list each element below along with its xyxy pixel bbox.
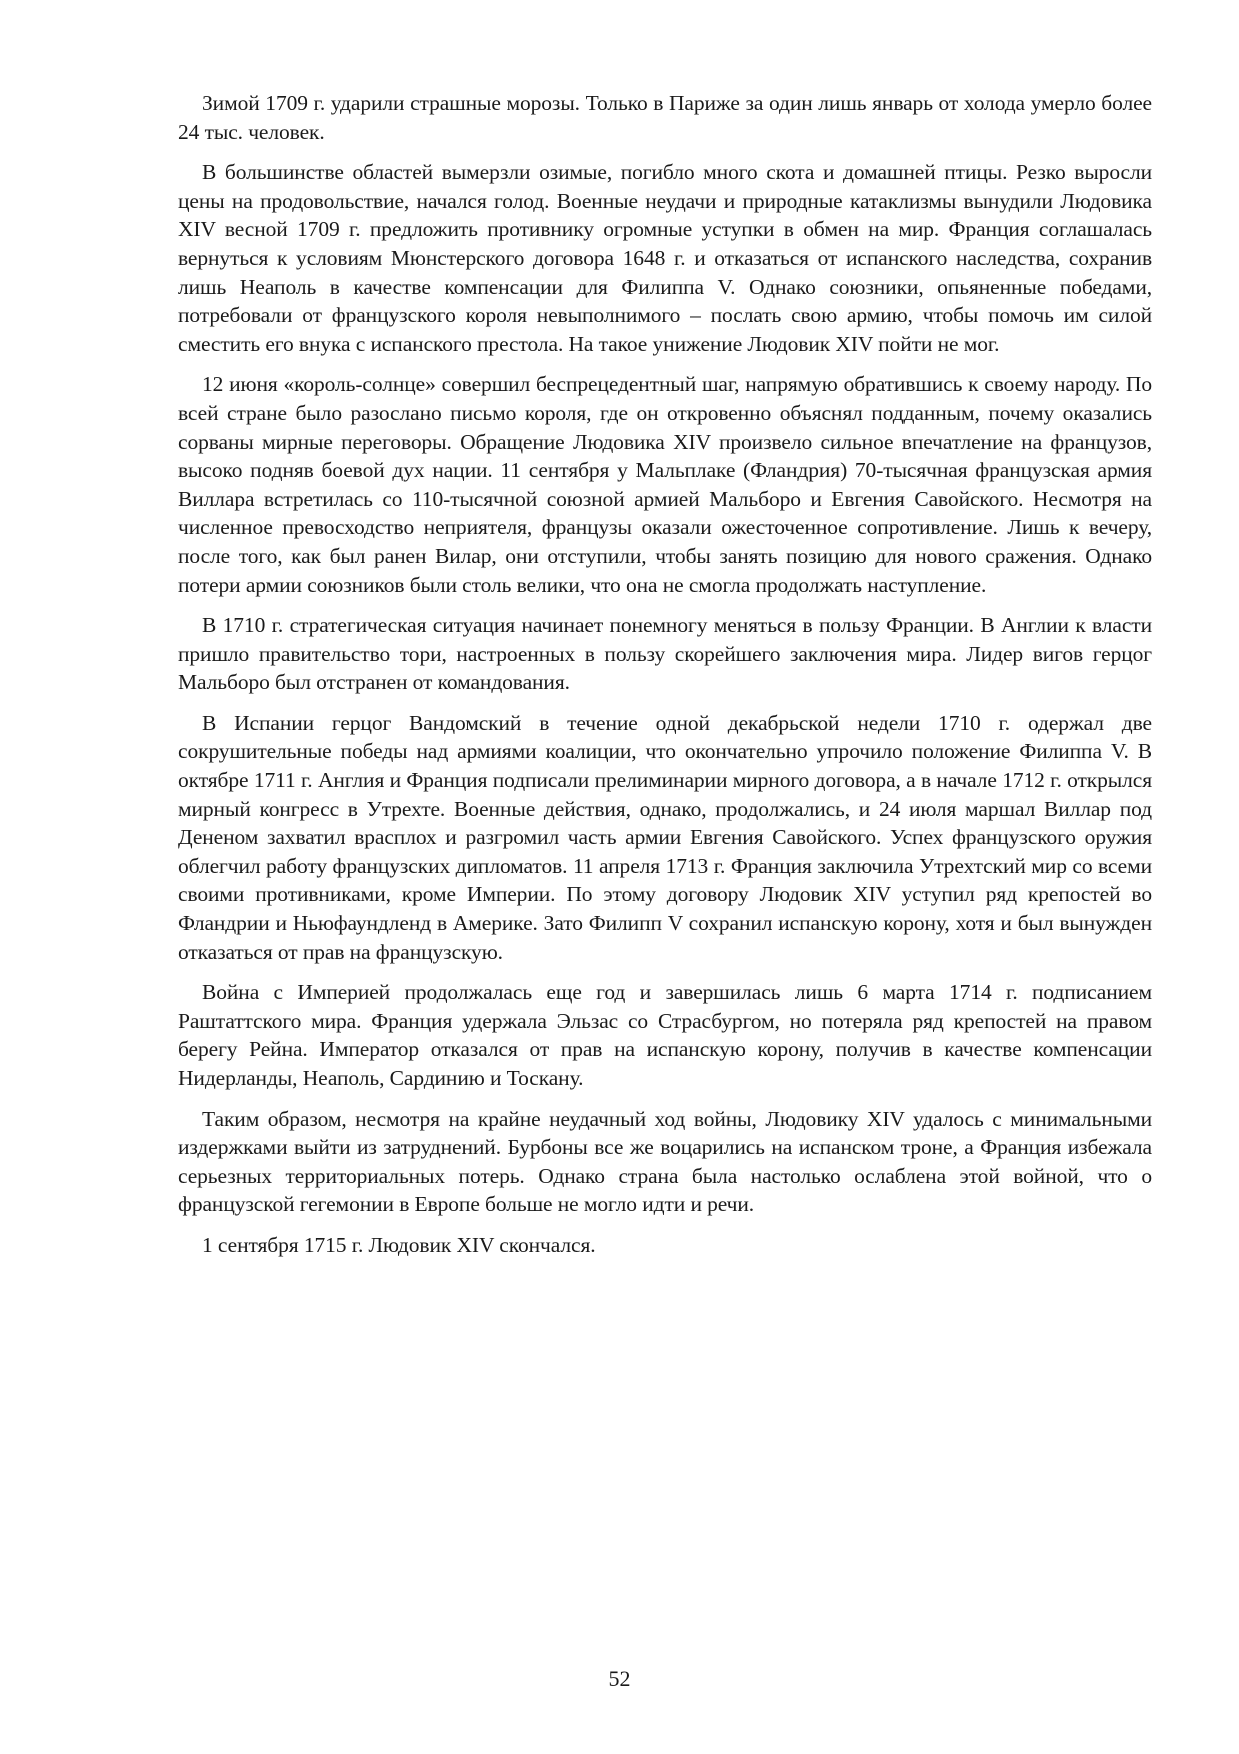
paragraph-utrecht: В Испании герцог Вандомский в течение одной декабрьской недели 1710 г. одержал две сокрушительные победы над армиями коалиции, что окончательно упрочило положение Филиппа V. В октябре 1711 г. Англия и Франция подписали прелиминарии мирного договора, а в начале 1712 г. открылся мирный конгресс в Утрехте. Военные действия, однако, продолжались, и 24 июля маршал Виллар под Дененом захватил врасплох и разгромил часть армии Евгения Савойского. Успех французского оружия облегчил работу французских дипломатов. 11 апреля 1713 г. Франция заключила Утрехтский мир со всеми своими противниками, кроме Империи. По этому договору Людовик XIV уступил ряд крепостей во Фландрии и Ньюфаундленд в Америке. Зато Филипп V сохранил испанскую корону, хотя и был вынужден отказаться от прав на французскую. xyxy=(178,710,1152,964)
paragraph-1710-situation: В 1710 г. стратегическая ситуация начинает понемногу меняться в пользу Франции. В Англии к власти пришло правительство тори, настроенных в пользу скорейшего заключения мира. Лидер вигов герцог Мальборо был отстранен от командования. xyxy=(178,613,1152,695)
paragraph-peace-proposal: В большинстве областей вымерзли озимые, погибло много скота и домашней птицы. Резко выросли цены на продовольствие, начался голод. Военные неудачи и природные катаклизмы вынудили Людовика XIV весной 1709 г. предложить противнику огромные уступки в обмен на мир. Франция соглашалась вернуться к условиям Мюнстерского договора 1648 г. и отказаться от испанского наследства, сохранив лишь Неаполь в качестве компенсации для Филиппа V. Однако союзники, опьяненные победами, потребовали от французского короля невыполнимого – послать свою армию, чтобы помочь им силой сместить его внука с испанского престола. На такое унижение Людовик XIV пойти не мог. xyxy=(178,160,1152,356)
page-number: 52 xyxy=(608,1666,631,1691)
paragraph-malplaquet: 12 июня «король-солнце» совершил беспрецедентный шаг, напрямую обратившись к своему народу. По всей стране было разослано письмо короля, где он откровенно объяснял подданным, почему оказались сорваны мирные переговоры. Обращение Людовика XIV произвело сильное впечатление на французов, высоко подняв боевой дух нации. 11 сентября у Мальплаке (Фландрия) 70-тысячная французская армия Виллара встретилась со 110-тысячной союзной армией Мальборо и Евгения Савойского. Несмотря на численное превосходство неприятеля, французы оказали ожесточенное сопротивление. Лишь к вечеру, после того, как был ранен Вилар, они отступили, чтобы занять позицию для нового сражения. Однако потери армии союзников были столь велики, что она не смогла продолжать наступление. xyxy=(178,372,1152,597)
paragraph-death: 1 сентября 1715 г. Людовик XIV скончался. xyxy=(202,1232,596,1257)
paragraph-rastatt: Война с Империей продолжалась еще год и завершилась лишь 6 марта 1714 г. подписанием Раштаттского мира. Франция удержала Эльзас со Страсбургом, но потеряла ряд крепостей на правом берегу Рейна. Император отказался от прав на испанскую корону, получив в качестве компенсации Нидерланды, Неаполь, Сардинию и Тоскану. xyxy=(178,980,1152,1090)
paragraph-winter-1709: Зимой 1709 г. ударили страшные морозы. Только в Париже за один лишь январь от холода умерло более 24 тыс. человек. xyxy=(178,91,1152,144)
paragraph-conclusion: Таким образом, несмотря на крайне неудачный ход войны, Людовику XIV удалось с минимальными издержками выйти из затруднений. Бурбоны все же воцарились на испанском троне, а Франция избежала серьезных территориальных потерь. Однако страна была настолько ослаблена этой войной, что о французской гегемонии в Европе больше не могло идти и речи. xyxy=(178,1106,1152,1217)
document-body xyxy=(178,89,1152,1272)
